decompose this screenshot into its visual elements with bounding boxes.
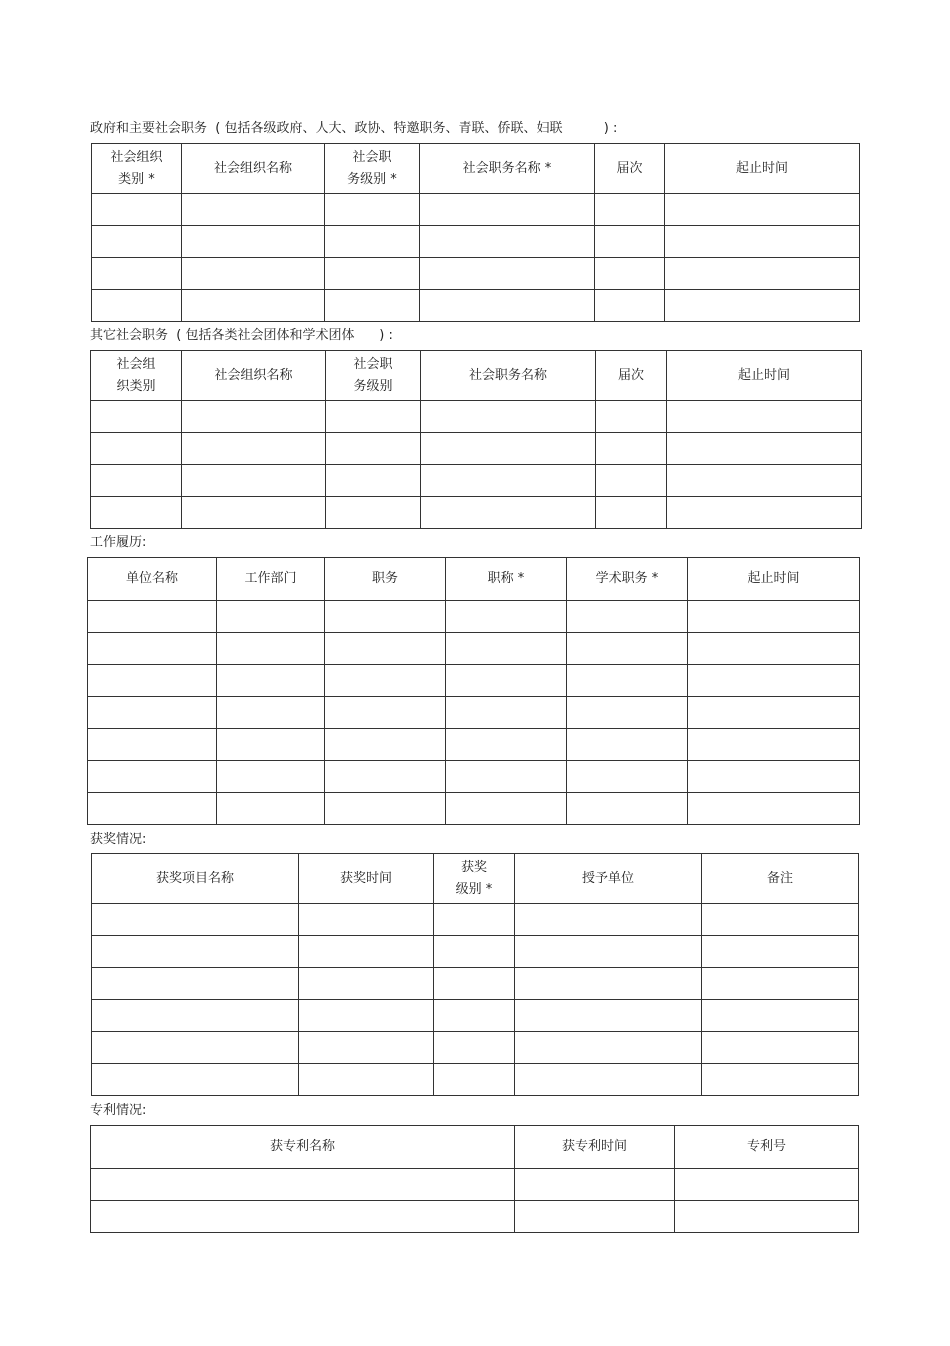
table-cell[interactable]: [515, 968, 702, 1000]
column-header: 届次: [596, 351, 667, 401]
patents-section-label: 专利情况:: [90, 1103, 147, 1118]
gov-section-label: 政府和主要社会职务 ( 包括各级政府、人大、政协、特邀职务、青联、侨联、妇联 ) :: [90, 121, 618, 136]
table-cell[interactable]: [434, 904, 515, 936]
table-cell[interactable]: [688, 633, 860, 665]
table-cell[interactable]: [325, 793, 446, 825]
table-cell[interactable]: [688, 761, 860, 793]
table-cell[interactable]: [182, 194, 325, 226]
table-cell[interactable]: [515, 904, 702, 936]
table-row: [91, 1201, 859, 1233]
table-cell[interactable]: [299, 936, 434, 968]
table-cell[interactable]: [515, 1201, 675, 1233]
table-cell[interactable]: [702, 1064, 859, 1096]
table-row: [91, 433, 862, 465]
table-cell[interactable]: [434, 936, 515, 968]
table-cell[interactable]: [325, 290, 420, 322]
table-cell[interactable]: [434, 1064, 515, 1096]
table-cell[interactable]: [326, 401, 421, 433]
table-cell[interactable]: [182, 497, 326, 529]
table-cell[interactable]: [325, 194, 420, 226]
table-cell[interactable]: [217, 729, 325, 761]
table-cell[interactable]: [596, 497, 667, 529]
table-cell[interactable]: [667, 433, 862, 465]
table-cell[interactable]: [665, 258, 860, 290]
table-cell[interactable]: [596, 433, 667, 465]
table-cell[interactable]: [92, 226, 182, 258]
table-cell[interactable]: [88, 697, 217, 729]
column-header: 职务: [325, 558, 446, 601]
table-row: [91, 1169, 859, 1201]
table-cell[interactable]: [91, 1169, 515, 1201]
table-cell[interactable]: [420, 258, 595, 290]
table-cell[interactable]: [299, 1064, 434, 1096]
table-row: [88, 761, 860, 793]
table-cell[interactable]: [88, 729, 217, 761]
table-cell[interactable]: [667, 465, 862, 497]
patents-table: [90, 1125, 859, 1233]
column-header: 获奖 级别 *: [434, 854, 515, 904]
table-cell[interactable]: [91, 433, 182, 465]
table-cell[interactable]: [88, 601, 217, 633]
table-cell[interactable]: [421, 497, 596, 529]
awards-section-label: 获奖情况:: [90, 832, 147, 847]
table-cell[interactable]: [567, 601, 688, 633]
table-cell[interactable]: [92, 290, 182, 322]
table-cell[interactable]: [182, 465, 326, 497]
table-cell[interactable]: [688, 697, 860, 729]
table-cell[interactable]: [92, 904, 299, 936]
table-cell[interactable]: [515, 1169, 675, 1201]
table-cell[interactable]: [182, 290, 325, 322]
table-cell[interactable]: [446, 697, 567, 729]
column-header: 社会职 务级别: [326, 351, 421, 401]
table-cell[interactable]: [88, 793, 217, 825]
table-row: [88, 793, 860, 825]
table-cell[interactable]: [299, 1000, 434, 1032]
column-header: 社会职务名称: [421, 351, 596, 401]
table-cell[interactable]: [182, 401, 326, 433]
column-header: 届次: [595, 144, 665, 194]
table-cell[interactable]: [446, 761, 567, 793]
table-row: [88, 601, 860, 633]
table-cell[interactable]: [217, 633, 325, 665]
table-cell[interactable]: [675, 1169, 859, 1201]
table-cell[interactable]: [88, 761, 217, 793]
table-cell[interactable]: [299, 1032, 434, 1064]
table-cell[interactable]: [446, 633, 567, 665]
column-header: 社会组 织类别: [91, 351, 182, 401]
table-row: [88, 729, 860, 761]
table-cell[interactable]: [326, 433, 421, 465]
column-header: 获奖时间: [299, 854, 434, 904]
table-cell[interactable]: [421, 465, 596, 497]
table-row: [92, 904, 859, 936]
table-cell[interactable]: [299, 968, 434, 1000]
column-header: 学术职务 *: [567, 558, 688, 601]
table-cell[interactable]: [446, 793, 567, 825]
table-cell[interactable]: [299, 904, 434, 936]
table-cell[interactable]: [92, 968, 299, 1000]
table-row: [91, 465, 862, 497]
table-cell[interactable]: [92, 936, 299, 968]
table-cell[interactable]: [515, 936, 702, 968]
table-cell[interactable]: [217, 761, 325, 793]
table-cell[interactable]: [420, 226, 595, 258]
table-cell[interactable]: [667, 401, 862, 433]
table-cell[interactable]: [421, 401, 596, 433]
table-row: [92, 1064, 859, 1096]
column-header: 起止时间: [667, 351, 862, 401]
table-cell[interactable]: [325, 665, 446, 697]
column-header: 单位名称: [88, 558, 217, 601]
table-row: [91, 401, 862, 433]
table-cell[interactable]: [88, 633, 217, 665]
table-row: [88, 697, 860, 729]
table-cell[interactable]: [182, 226, 325, 258]
table-cell[interactable]: [595, 258, 665, 290]
awards-table: [91, 853, 859, 1096]
table-cell[interactable]: [665, 290, 860, 322]
table-cell[interactable]: [217, 697, 325, 729]
table-cell[interactable]: [665, 194, 860, 226]
table-row: [92, 290, 860, 322]
column-header: 社会组织名称: [182, 351, 326, 401]
other-section-label: 其它社会职务 ( 包括各类社会团体和学术团体 ) :: [90, 328, 393, 343]
column-header: 社会组织名称: [182, 144, 325, 194]
table-row: [92, 1000, 859, 1032]
table-cell[interactable]: [675, 1201, 859, 1233]
table-cell[interactable]: [92, 1000, 299, 1032]
table-cell[interactable]: [515, 1064, 702, 1096]
table-cell[interactable]: [91, 1201, 515, 1233]
table-cell[interactable]: [595, 226, 665, 258]
table-cell[interactable]: [515, 1032, 702, 1064]
table-cell[interactable]: [92, 194, 182, 226]
table-cell[interactable]: [420, 194, 595, 226]
other-positions-table: [90, 350, 862, 529]
table-cell[interactable]: [182, 258, 325, 290]
table-cell[interactable]: [567, 633, 688, 665]
column-header: 职称 *: [446, 558, 567, 601]
table-row: [88, 665, 860, 697]
table-cell[interactable]: [434, 1032, 515, 1064]
table-cell[interactable]: [567, 761, 688, 793]
table-cell[interactable]: [567, 665, 688, 697]
table-cell[interactable]: [688, 729, 860, 761]
gov-positions-table: [91, 143, 860, 322]
work-section-label: 工作履历:: [90, 535, 147, 550]
table-cell[interactable]: [325, 761, 446, 793]
table-cell[interactable]: [88, 665, 217, 697]
work-history-table: [87, 557, 860, 825]
table-cell[interactable]: [217, 665, 325, 697]
table-cell[interactable]: [702, 1032, 859, 1064]
table-cell[interactable]: [217, 601, 325, 633]
table-row: [92, 226, 860, 258]
column-header: 备注: [702, 854, 859, 904]
table-cell[interactable]: [421, 433, 596, 465]
table-row: [92, 968, 859, 1000]
table-cell[interactable]: [446, 665, 567, 697]
table-row: [92, 194, 860, 226]
column-header: 获专利名称: [91, 1126, 515, 1169]
table-cell[interactable]: [92, 1032, 299, 1064]
table-cell[interactable]: [688, 665, 860, 697]
table-cell[interactable]: [567, 793, 688, 825]
table-cell[interactable]: [434, 968, 515, 1000]
table-cell[interactable]: [325, 633, 446, 665]
table-cell[interactable]: [217, 793, 325, 825]
table-cell[interactable]: [702, 936, 859, 968]
table-cell[interactable]: [92, 1064, 299, 1096]
table-row: [88, 633, 860, 665]
table-cell[interactable]: [182, 433, 326, 465]
table-cell[interactable]: [688, 793, 860, 825]
column-header: 起止时间: [688, 558, 860, 601]
table-cell[interactable]: [325, 226, 420, 258]
column-header: 工作部门: [217, 558, 325, 601]
table-cell[interactable]: [92, 258, 182, 290]
table-cell[interactable]: [596, 465, 667, 497]
column-header: 起止时间: [665, 144, 860, 194]
table-cell[interactable]: [434, 1000, 515, 1032]
table-cell[interactable]: [595, 290, 665, 322]
table-cell[interactable]: [326, 465, 421, 497]
table-cell[interactable]: [446, 601, 567, 633]
table-cell[interactable]: [515, 1000, 702, 1032]
table-row: [92, 1032, 859, 1064]
table-row: [92, 936, 859, 968]
table-cell[interactable]: [91, 465, 182, 497]
table-cell[interactable]: [595, 194, 665, 226]
table-cell[interactable]: [688, 601, 860, 633]
column-header: 获奖项目名称: [92, 854, 299, 904]
column-header: 社会职 务级别 *: [325, 144, 420, 194]
table-cell[interactable]: [702, 968, 859, 1000]
table-cell[interactable]: [325, 697, 446, 729]
table-row: [92, 258, 860, 290]
table-cell[interactable]: [91, 497, 182, 529]
table-cell[interactable]: [325, 729, 446, 761]
table-cell[interactable]: [702, 904, 859, 936]
table-cell[interactable]: [702, 1000, 859, 1032]
table-cell[interactable]: [567, 729, 688, 761]
column-header: 社会职务名称 *: [420, 144, 595, 194]
table-row: [91, 497, 862, 529]
column-header: 专利号: [675, 1126, 859, 1169]
table-cell[interactable]: [326, 497, 421, 529]
table-cell[interactable]: [667, 497, 862, 529]
table-cell[interactable]: [420, 290, 595, 322]
column-header: 获专利时间: [515, 1126, 675, 1169]
table-cell[interactable]: [567, 697, 688, 729]
table-cell[interactable]: [325, 258, 420, 290]
column-header: 社会组织 类别 *: [92, 144, 182, 194]
table-cell[interactable]: [446, 729, 567, 761]
table-cell[interactable]: [91, 401, 182, 433]
table-cell[interactable]: [325, 601, 446, 633]
table-cell[interactable]: [596, 401, 667, 433]
column-header: 授予单位: [515, 854, 702, 904]
table-cell[interactable]: [665, 226, 860, 258]
